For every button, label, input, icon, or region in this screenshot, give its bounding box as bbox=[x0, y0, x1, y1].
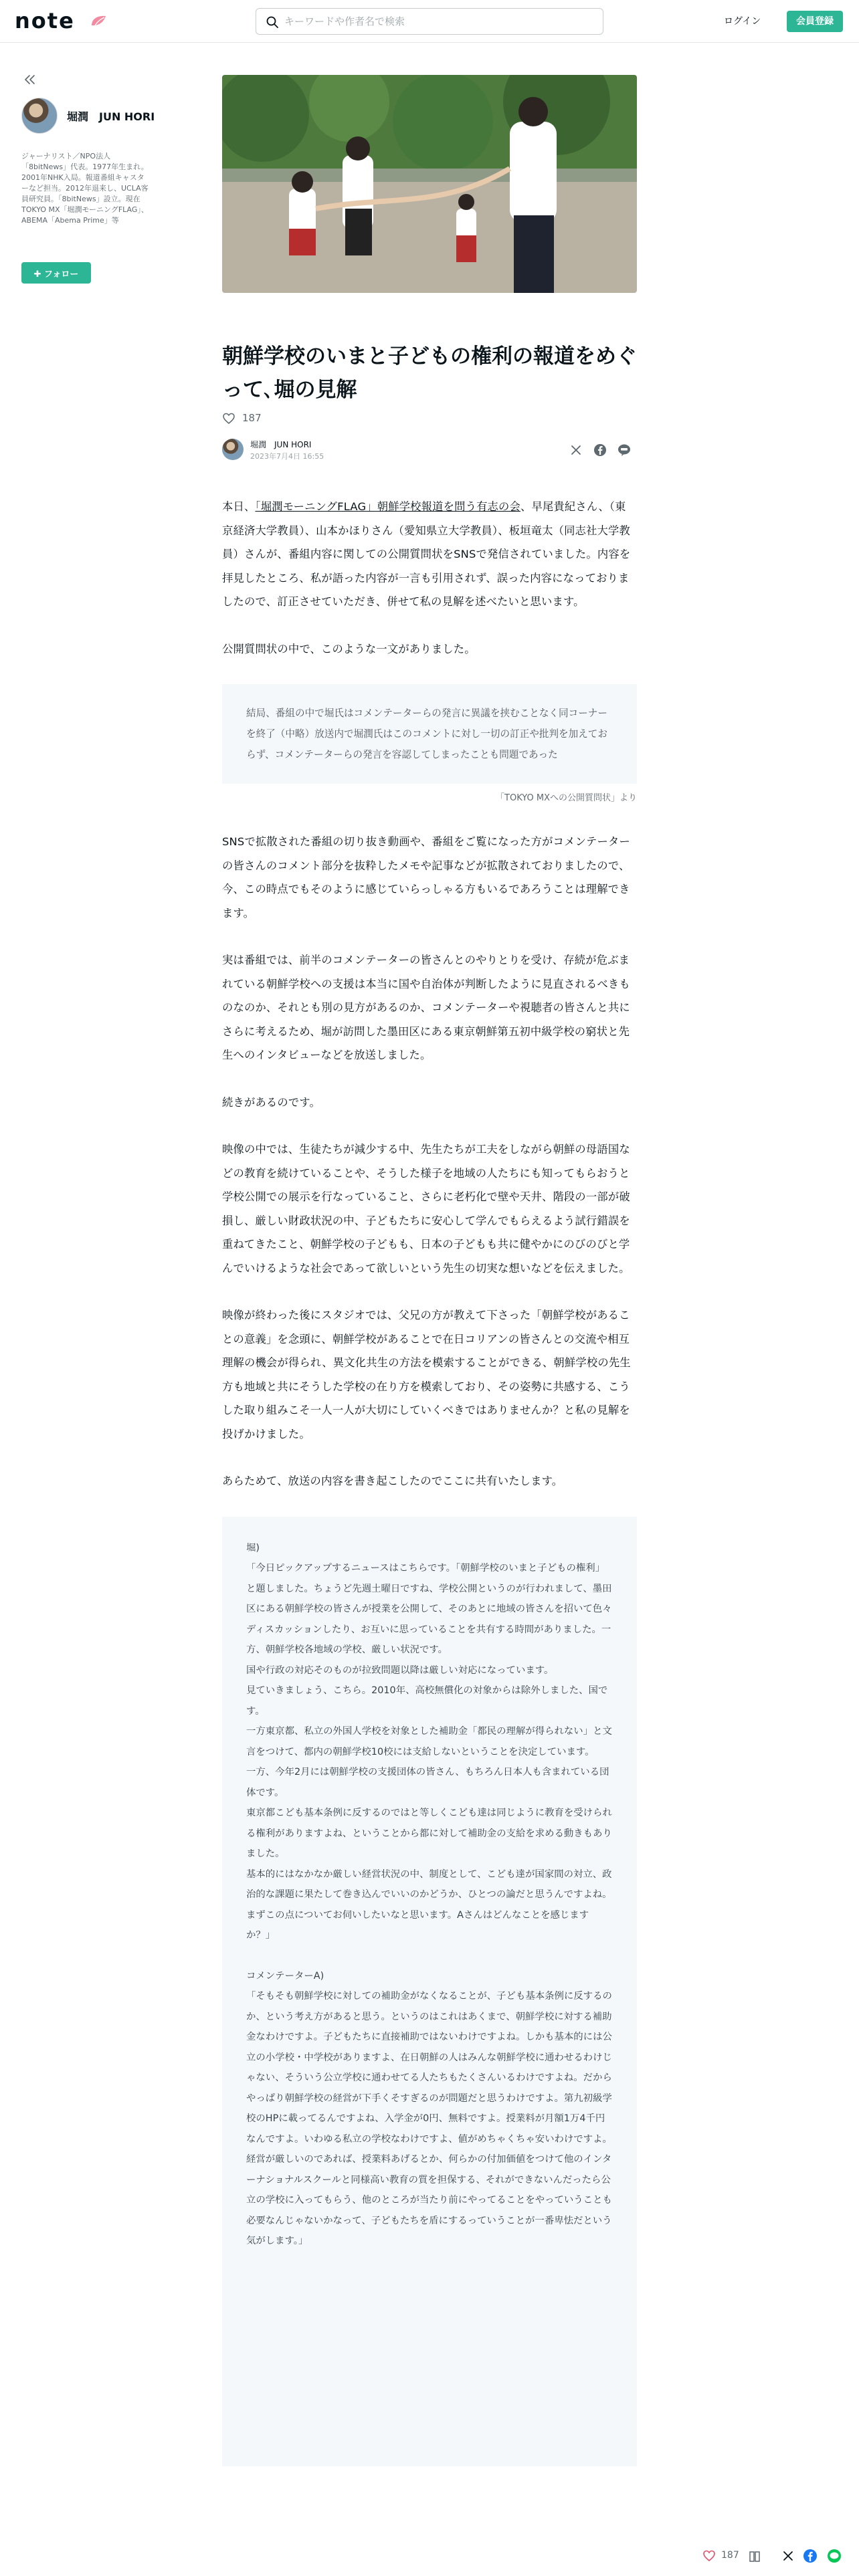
quote-citation: 「TOKYO MXへの公開質問状」より bbox=[496, 793, 637, 803]
collapse-sidebar-icon[interactable] bbox=[23, 72, 37, 87]
follow-label: フォロー bbox=[44, 269, 79, 280]
speaker-label: コメンテーターA) bbox=[246, 1970, 324, 1981]
author-avatar[interactable] bbox=[21, 98, 58, 134]
paragraph: 映像が終わった後にスタジオでは、父兄の方が教えて下さった「朝鮮学校があることの意義」を念頭に、朝鮮学校があることで在日コリアンの皆さんとの交流や相互理解の機会が得られ、異文化共生の方法を模索することができる、朝鮮学校の先生方も地域と共にそうした学校の在り方を模索しており、その姿勢に共感する、こうした取り組みこそ一人一人が大切にしていくべきではありませんか？と私の見解を投げかけました。 bbox=[222, 1309, 631, 1440]
speaker-label: 堀) bbox=[246, 1542, 260, 1553]
hero-image bbox=[222, 75, 637, 293]
search-box[interactable] bbox=[256, 8, 603, 35]
login-button[interactable]: ログイン bbox=[724, 11, 761, 32]
paragraph: 映像の中では、生徒たちが減少する中、先生たちが工夫をしながら朝鮮の母語国などの教育を続けていることや、そうした様子を地域の人たちにも知ってもらおうと学校公開での展示を行なっていること、さらに老朽化で壁や天井、階段の一部が破損し、厳しい財政状況の中、子どもたちに安心して学んでもらえるよう試行錯誤を重ねてきたこと、朝鮮学校の子どもも、日本の子どもも共に健やかにのびのびと学んでいけるような社会であって欲しいという先生の切実な想いなどを伝えました。 bbox=[222, 1143, 630, 1275]
x-share-icon[interactable] bbox=[781, 2549, 795, 2563]
transcript-line: 基本的にはなかなか厳しい経営状況の中、制度として、こども達が国家間の対立、政治的な課題に果たして巻き込んでいいのかどうか、ひとつの論だと思うんですよね。まずこの点についてお伺いしたいなと思います。Aさんはどんなことを感じますか？」 bbox=[246, 1868, 612, 1941]
add-user-icon: ✚ bbox=[33, 269, 41, 280]
transcript-line: 一方、今年2月には朝鮮学校の支援団体の皆さん、もちろん日本人も含まれている団体です。 bbox=[246, 1767, 609, 1798]
line-share-icon[interactable] bbox=[827, 2549, 842, 2563]
logo-mark-icon bbox=[90, 13, 108, 28]
footer-like-count: 187 bbox=[721, 2550, 739, 2561]
heart-icon[interactable] bbox=[702, 2549, 716, 2563]
search-input[interactable] bbox=[284, 9, 592, 34]
paragraph: 実は番組では、前半のコメンテーターの皆さんとのやりとりを受け、存続が危ぶまれている朝鮮学校への支援は本当に国や自治体が判断したように見直されるべきものなのか、それとも別の見方があるのか、コメンテーターや視聴者の皆さんと共にさらに考えるため、堀が訪問した墨田区にある東京朝鮮第五初中級学校の窮状と先生へのインタビューなどを放送しました。 bbox=[222, 954, 630, 1061]
facebook-share-icon[interactable] bbox=[593, 443, 607, 457]
follow-button[interactable] bbox=[21, 262, 91, 284]
top-navigation-bar bbox=[0, 0, 859, 43]
advocacy-group-link[interactable]: 「堀潤モーニングFLAG」朝鮮学校報道を問う有志の会 bbox=[255, 500, 520, 513]
magazine-add-icon[interactable] bbox=[748, 2549, 763, 2564]
intro-text-rest: 、早尾貴紀さん、（東京経済大学教員）、山本かほりさん（愛知県立大学教員）、板垣竜太（同志社大学教員）さんが、番組内容に関しての公開質問状をSNSで発信されていました。内容を拝見したところ、私が語った内容が一言も引用されず、誤った内容になっておりましたので、訂正させていただき、併せて私の見解を述べたいと思います。 bbox=[222, 500, 631, 608]
transcript-line: 見ていきましょう、こちら。2010年、高校無償化の対象からは除外しました、国です。 bbox=[246, 1685, 608, 1717]
blockquote: 結局、番組の中で堀氏はコメンテーターらの発言に異議を挟むことなく同コーナーを終了（中略）放送内で堀潤氏はこのコメントに対し一切の訂正や批判を加えておらず、コメンテーターらの発言を容認してしまったことも問題であった bbox=[222, 684, 637, 784]
intro-text-start: 本日、 bbox=[222, 500, 256, 513]
transcript-line: 「今日ピックアップするニュースはこちらです。「朝鮮学校のいまと子どもの権利」と題しました。ちょうど先週土曜日ですね、学校公開というのが行われまして、墨田区にある朝鮮学校の皆さんが授業を公開して、そのあとに地域の皆さんを招いて色々ディスカッションしたり、お互いに思っていることを共有する時間がありました。一方、朝鮮学校各地域の学校、厳しい状況です。 bbox=[246, 1563, 612, 1655]
share-icons bbox=[569, 443, 636, 459]
transcript-line: 一方東京都、私立の外国人学校を対象とした補助金「都民の理解が得られない」と文言をつけて、都内の朝鮮学校10校には支給しないということを決定しています。 bbox=[246, 1726, 612, 1757]
heart-icon[interactable] bbox=[222, 412, 235, 425]
byline-avatar[interactable] bbox=[222, 439, 244, 460]
paragraph: 公開質問状の中で、このような一文がありました。 bbox=[222, 642, 476, 655]
line-share-icon[interactable] bbox=[617, 443, 632, 457]
article-body bbox=[222, 495, 637, 2466]
author-name[interactable]: 堀潤 JUN HORI bbox=[67, 110, 155, 123]
transcript-line: 国や行政の対応そのものが拉致問題以降は厳しい対応になっています。 bbox=[246, 1665, 554, 1676]
paragraph-intro bbox=[222, 495, 637, 614]
note-logo[interactable]: note bbox=[15, 8, 75, 33]
search-icon bbox=[266, 15, 279, 29]
paragraph: 続きがあるのです。 bbox=[222, 1095, 321, 1109]
article-title: 朝鮮学校のいまと子どもの権利の報道をめぐって､堀の見解 bbox=[222, 344, 637, 402]
broadcast-transcript bbox=[222, 1517, 637, 2466]
signup-button[interactable]: 会員登録 bbox=[787, 11, 843, 32]
transcript-line: 東京都こども基本条例に反するのではと等しくこども達は同じように教育を受けられる権利がありますよね、ということから都に対して補助金の支給を求める動きもありました。 bbox=[246, 1808, 612, 1859]
paragraph: SNSで拡散された番組の切り抜き動画や、番組をご覧になった方がコメンテーターの皆さんのコメント部分を抜粋したメモや記事などが拡散されておりましたので、今、この時点でもそのように感じていらっしゃる方もいるであろうことは理解できます。 bbox=[222, 835, 630, 920]
byline-author-name[interactable]: 堀潤 JUN HORI bbox=[250, 440, 312, 449]
author-bio: ジャーナリスト／NPO法人「8bitNews」代表。1977年生まれ。2001年NHK入局。報道番組キャスターなど担当。2012年退来し、UCLA客員研究員。「8bitNews」設立。現在TOKYO MX「堀潤モーニングFLAG」、ABEMA「Abema Prime」等 bbox=[21, 152, 149, 225]
publish-date: 2023年7月4日 16:55 bbox=[250, 452, 324, 461]
bottom-action-bar bbox=[0, 2536, 859, 2576]
transcript-line: 「そもそも朝鮮学校に対しての補助金がなくなることが、子ども基本条例に反するのか、という考え方があると思う。というのはこれはあくまで、朝鮮学校に対する補助金なわけですよ。子どもたちに直接補助ではないわけですよね。しかも基本的には公立の小学校・中学校がありますよ、在日朝鮮の人はみんな朝鮮学校に通わせるわけじゃない、そういう公立学校に通わせてる人たちもたくさんいるわけですよね。だからやっぱり朝鮮学校の経営が下手くそすぎるのが問題だと思うわけですよ。第九初級学校のHPに載ってるんですよね、入学金が0円、無料ですよ。授業料が月額1万4千円なんですよ。いわゆる私立の学校なわけですよ、値がめちゃくちゃ安いわけですよ。経営が厳しいのであれば、授業料あげるとか、何らかの付加価値をつけて他のインターナショナルスクールと同様高い教育の質を担保する、それができないんだったら公立の学校に入ってもらう、他のところが当たり前にやってることをやっていうことも必要なんじゃないかなって、子どもたちを盾にするっていうことが一番卑怯だという気がします。」 bbox=[246, 1991, 612, 2246]
like-count: 187 bbox=[242, 412, 262, 424]
paragraph: あらためて、放送の内容を書き起こしたのでここに共有いたします。 bbox=[222, 1475, 563, 1487]
spacer bbox=[246, 1946, 613, 1966]
facebook-share-icon[interactable] bbox=[803, 2549, 818, 2563]
x-share-icon[interactable] bbox=[569, 443, 583, 457]
